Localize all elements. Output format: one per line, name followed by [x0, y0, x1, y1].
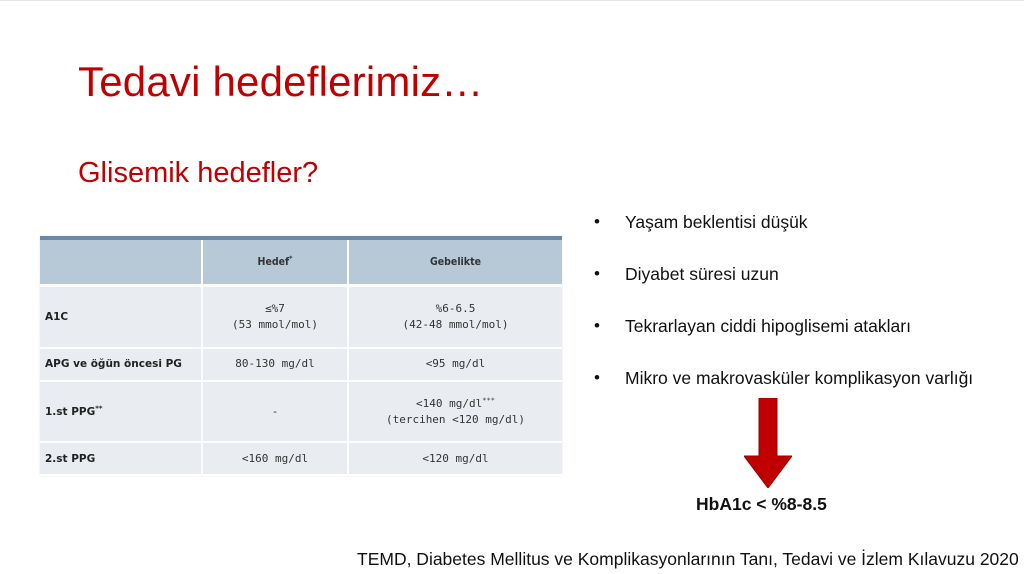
cell-hedef [202, 381, 348, 443]
row-label-text: A1C [45, 311, 69, 324]
cell-line: (53 mmol/mol) [231, 318, 319, 332]
row-label-text: 2.st PPG [45, 452, 96, 465]
cell-hedef [202, 442, 348, 475]
down-arrow-icon [744, 398, 792, 488]
row-label [40, 381, 202, 443]
down-arrow-shape [744, 398, 792, 488]
header-hedef-text: Hedef [257, 256, 290, 268]
source-citation: TEMD, Diabetes Mellitus ve Komplikasyonlarının Tanı, Tedavi ve İzlem Kılavuzu 2020 [357, 549, 1019, 569]
list-item [594, 264, 973, 289]
row-label [40, 348, 202, 381]
row-label-text: APG ve öğün öncesi PG [45, 358, 182, 371]
cell-line: <160 mg/dl [241, 451, 309, 465]
row-label-text: 1.st PPG [45, 405, 96, 418]
cell-hedef [202, 286, 348, 349]
cell-gebelikte [348, 286, 562, 349]
bullet-icon: • [594, 316, 600, 335]
top-divider [0, 0, 1024, 1]
cell-line: (42-48 mmol/mol) [402, 318, 509, 332]
table-row [40, 286, 562, 349]
bullet-text: Tekrarlayan ciddi hipoglisemi atakları [625, 316, 911, 336]
cell-mark: *** [482, 395, 495, 404]
table [40, 240, 562, 476]
row-label [40, 286, 202, 349]
table-row [40, 348, 562, 381]
bullet-icon: • [594, 368, 600, 387]
table-row [40, 381, 562, 443]
cell-line: 80-130 mg/dl [235, 357, 315, 371]
row-label-mark: ** [95, 404, 103, 412]
criteria-bullet-list [594, 212, 973, 420]
bullet-icon: • [594, 212, 600, 231]
list-item [594, 368, 973, 393]
slide-subtitle: Glisemik hedefler? [78, 157, 319, 189]
cell-hedef [202, 348, 348, 381]
cell-text: <140 mg/dl [416, 396, 483, 410]
glycemic-targets-table [40, 236, 562, 476]
cell-line: ≤%7 [265, 302, 285, 316]
cell-gebelikte [348, 381, 562, 443]
list-item [594, 316, 973, 341]
header-hedef-mark: * [289, 254, 293, 263]
cell-line [353, 396, 558, 412]
slide-title: Tedavi hedeflerimiz… [78, 58, 484, 105]
row-label [40, 442, 202, 475]
bullet-text: Mikro ve makrovasküler komplikasyon varlığı [625, 368, 974, 388]
list-item [594, 212, 973, 237]
cell-line: <95 mg/dl [425, 357, 486, 371]
bullet-text: Yaşam beklentisi düşük [625, 212, 808, 232]
table-row [40, 442, 562, 475]
table-header-row [40, 240, 562, 286]
header-hedef [202, 240, 348, 286]
cell-line: - [271, 404, 279, 418]
bullet-icon: • [594, 264, 600, 283]
cell-gebelikte [348, 348, 562, 381]
hba1c-target-result: HbA1c < %8-8.5 [696, 494, 827, 514]
header-empty [40, 240, 202, 286]
cell-line: %6-6.5 [435, 302, 476, 316]
cell-line: <120 mg/dl [422, 451, 489, 465]
header-gebelikte: Gebelikte [348, 240, 562, 286]
cell-gebelikte [348, 442, 562, 475]
bullet-text: Diyabet süresi uzun [625, 264, 779, 284]
cell-line: (tercihen <120 mg/dl) [385, 412, 526, 426]
